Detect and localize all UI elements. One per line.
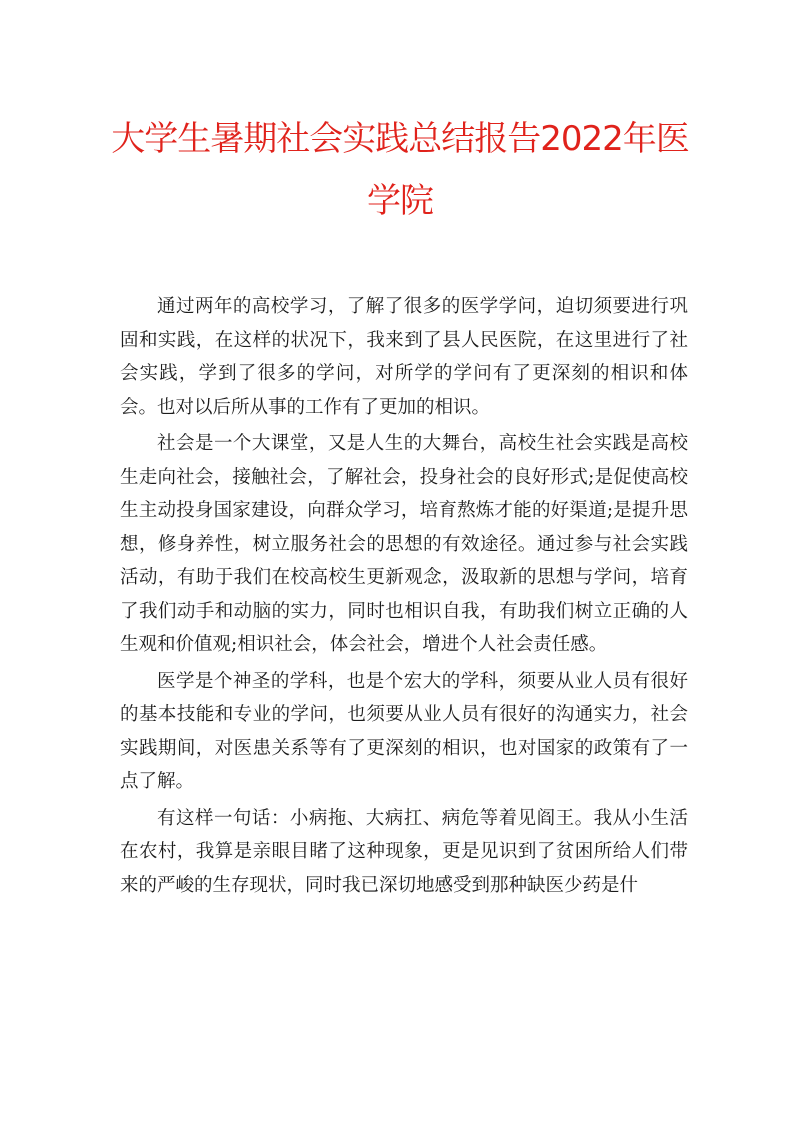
paragraph-4: 有这样一句话：小病拖、大病扛、病危等着见阎王。我从小生活在农村，我算是亲眼目睹了这种现象，更是见识到了贫困所给人们带来的严峻的生存现状，同时我已深切地感受到那种缺医少药是什	[120, 807, 688, 896]
paragraph-2: 社会是一个大课堂，又是人生的大舞台，高校生社会实践是高校生走向社会，接触社会，了解社会，投身社会的良好形式;是促使高校生主动投身国家建设，向群众学习，培育熬炼才能的好渠道;是提升思想，修身养性，树立服务社会的思想的有效途径。通过参与社会实践活动，有助于我们在校高校生更新观念，汲取新的思想与学问，培育了我们动手和动脑的实力，同时也相识自我，有助我们树立正确的人生观和价值观;相识社会，体会社会，增进个人社会责任感。	[120, 433, 688, 655]
paragraph-3: 医学是个神圣的学科，也是个宏大的学科，须要从业人员有很好的基本技能和专业的学问，也须要从业人员有很好的沟通实力，社会实践期间，对医患关系等有了更深刻的相识，也对国家的政策有了一点了解。	[120, 670, 688, 792]
document-body	[120, 290, 688, 905]
paragraph-1: 通过两年的高校学习，了解了很多的医学学问，迫切须要进行巩固和实践，在这样的状况下，我来到了县人民医院，在这里进行了社会实践，学到了很多的学问，对所学的学问有了更深刻的相识和体会。也对以后所从事的工作有了更加的相识。	[120, 296, 688, 418]
document-title: 大学生暑期社会实践总结报告2022年医学院	[111, 119, 689, 221]
